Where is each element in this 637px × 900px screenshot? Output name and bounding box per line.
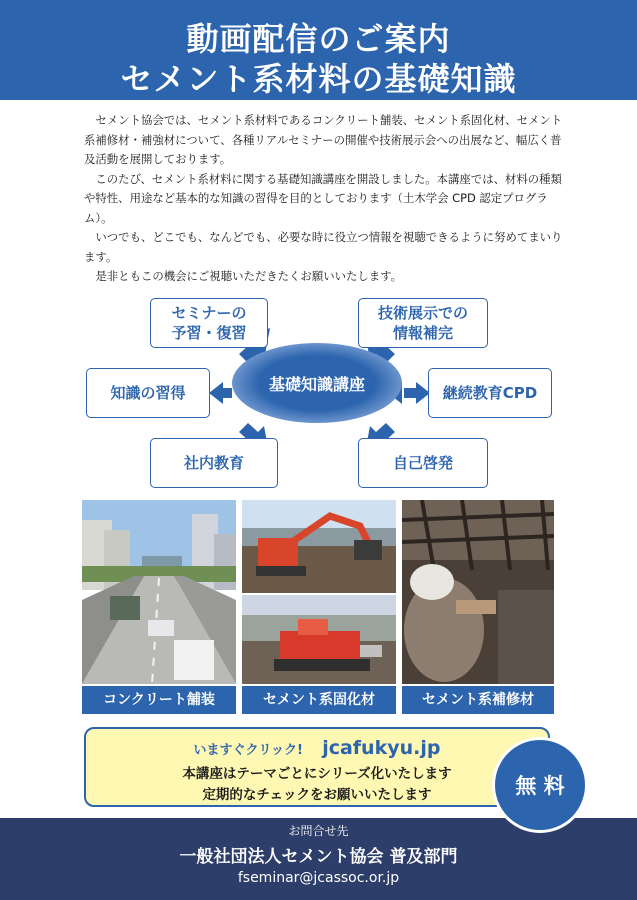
box-self-development-label: 自己啓発 xyxy=(392,454,453,472)
intro-paragraph-4: 是非ともこの機会にご視聴いただきたくお願いいたします。 xyxy=(95,269,403,283)
photo-concrete-pavement xyxy=(82,500,236,684)
box-seminar xyxy=(150,298,268,348)
page-title-line2: セメント系材料の基礎知識 xyxy=(120,60,517,98)
box-seminar-line2: 予習・復習 xyxy=(171,324,247,342)
arrow-right-icon xyxy=(404,382,430,404)
caption-cement-stabilizer: セメント系固化材 xyxy=(242,686,396,714)
photo-stabilizer-machine xyxy=(242,595,396,684)
box-training xyxy=(150,438,278,488)
intro-text xyxy=(84,111,564,287)
intro-paragraph-1: セメント協会では、セメント系材料であるコンクリート舗装、セメント系固化材、セメント系補修材・補強材について、各種リアルセミナーの開催や技術展示会への出展など、幅広く普及活動を展開しております。 xyxy=(84,113,563,166)
free-badge xyxy=(492,737,588,833)
diagram-center-label: 基礎知識講座 xyxy=(268,374,365,394)
cta-click-label[interactable]: いますぐクリック! xyxy=(193,743,303,758)
diagram-center-hub xyxy=(232,343,402,423)
stabilizer-machine-image xyxy=(242,595,396,684)
footer-email-link[interactable]: fseminar@jcassoc.or.jp xyxy=(237,870,400,886)
box-knowledge-label: 知識の習得 xyxy=(110,384,186,402)
excavator-image xyxy=(242,500,396,593)
arrow-left-icon xyxy=(209,382,232,404)
photo-excavator xyxy=(242,500,396,593)
free-badge-label: 無 料 xyxy=(515,774,565,798)
cta-series-note: 本講座はテーマごとにシリーズ化いたします xyxy=(182,766,452,782)
intro-paragraph-3: いつでも、どこでも、なんどでも、必要な時に役立つ情報を視聴できるように努めてまいります。 xyxy=(84,230,563,264)
footer-organization: 一般社団法人セメント協会 普及部門 xyxy=(179,847,458,867)
repair-work-image xyxy=(402,500,554,684)
cta-headline[interactable] xyxy=(86,737,548,759)
cta-check-note: 定期的なチェックをお願いいたします xyxy=(202,787,432,803)
cta-url-link[interactable]: jcafukyu.jp xyxy=(322,737,441,759)
footer-inquiry-label: お問合せ先 xyxy=(288,824,349,838)
road-image xyxy=(82,500,236,684)
box-exhibit-line2: 情報補完 xyxy=(392,324,453,342)
box-seminar-line1: セミナーの xyxy=(171,304,247,322)
box-exhibit-line1: 技術展示での xyxy=(377,304,468,322)
box-knowledge xyxy=(86,368,210,418)
intro-paragraph-2: このたび、セメント系材料に関する基礎知識講座を開設しました。本講座では、材料の種類や特性、用途など基本的な知識の習得を目的としております（土木学会 CPD 認定プログラム）。 xyxy=(84,171,562,225)
cta-box[interactable] xyxy=(84,727,550,807)
box-self-development xyxy=(358,438,488,488)
box-exhibit xyxy=(358,298,488,348)
box-training-label: 社内教育 xyxy=(183,454,244,472)
header-banner xyxy=(0,0,637,100)
box-cpd xyxy=(428,368,552,418)
course-diagram xyxy=(0,288,637,498)
caption-concrete-pavement: コンクリート舗装 xyxy=(82,686,236,714)
photo-repair-work xyxy=(402,500,554,684)
box-cpd-label: 継続教育CPD xyxy=(442,384,538,402)
page-title-line1: 動画配信のご案内 xyxy=(186,20,451,58)
photo-strip xyxy=(82,500,554,716)
caption-cement-repair: セメント系補修材 xyxy=(402,686,554,714)
